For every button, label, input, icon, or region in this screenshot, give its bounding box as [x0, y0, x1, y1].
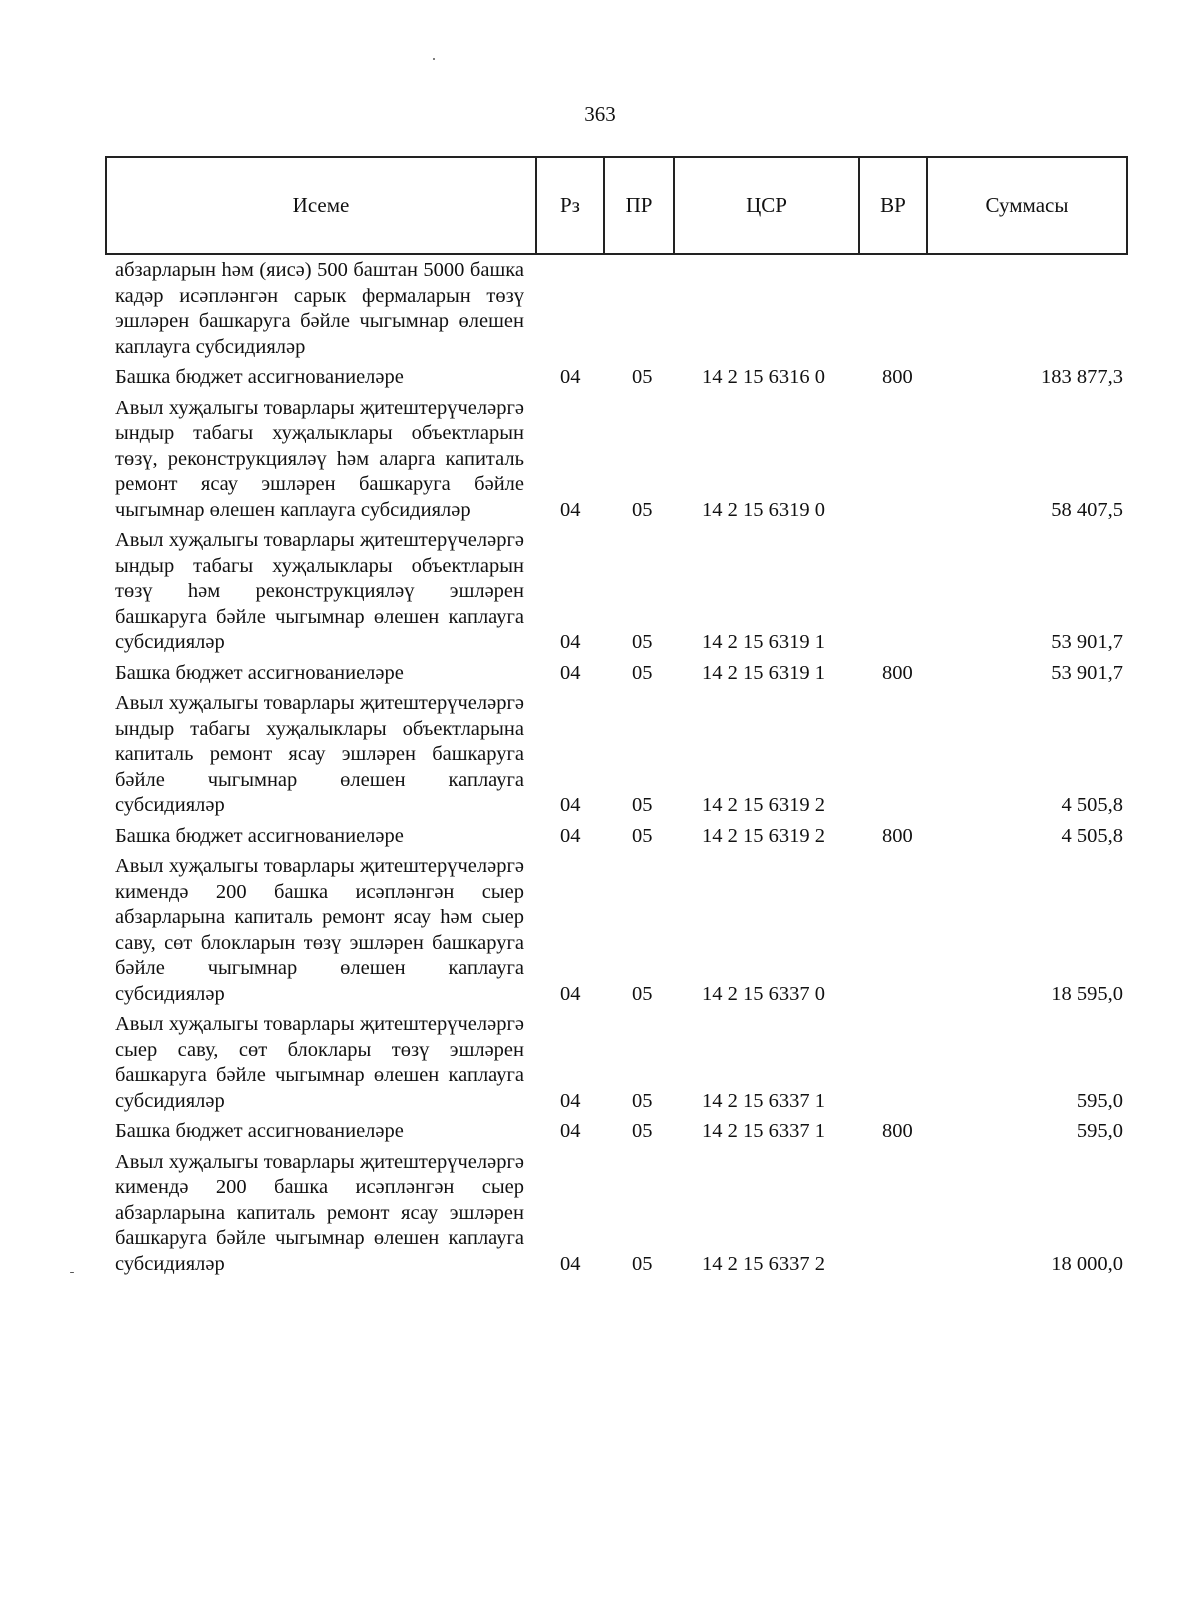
header-vr: ВР — [860, 158, 928, 253]
row-csr: 14 2 15 6316 0 — [702, 366, 825, 388]
table-body — [115, 258, 1123, 1282]
table-row — [115, 1150, 1123, 1278]
row-rz: 04 — [560, 824, 581, 847]
row-sum: 53 901,7 — [1051, 631, 1123, 653]
table-row — [115, 661, 1123, 687]
row-pr: 05 — [632, 498, 653, 521]
table-row — [115, 1119, 1123, 1145]
row-name: Башка бюджет ассигнованиеләре — [115, 824, 404, 847]
row-vr: 800 — [882, 824, 913, 847]
row-name: Авыл хуҗалыгы товарлары җитештерүчеләргә ындыр табагы хуҗалыклары объектларын төзү, реконструкцияләү һәм аларга капиталь ремонт ясау эшләрен башкаруга бәйле чыгымнар өлешен каплауга субсидияләр — [115, 396, 524, 521]
row-name: Башка бюджет ассигнованиеләре — [115, 1120, 404, 1142]
row-vr: 800 — [882, 661, 913, 684]
row-pr: 05 — [632, 794, 653, 816]
row-sum: 4 505,8 — [1061, 794, 1123, 816]
row-sum: 4 505,8 — [1061, 824, 1123, 847]
row-pr: 05 — [632, 1089, 653, 1112]
row-csr: 14 2 15 6337 1 — [702, 1089, 825, 1112]
row-rz: 04 — [560, 982, 581, 1005]
row-name: абзарларын һәм (яисә) 500 баштан 5000 башка кадәр исәпләнгән сарык фермаларын төзү эшләрен башкаруга бәйле чыгымнар өлешен каплауга субсидияләр — [115, 259, 524, 358]
row-name: Авыл хуҗалыгы товарлары җитештерүчеләргә ындыр табагы хуҗалыклары объектларына капиталь ремонт ясау эшләрен башкаруга бәйле чыгымнар өлешен каплауга субсидияләр — [115, 692, 524, 816]
row-rz: 04 — [560, 366, 581, 388]
row-name: Башка бюджет ассигнованиеләре — [115, 366, 404, 388]
row-pr: 05 — [632, 982, 653, 1005]
scan-speck — [433, 58, 435, 60]
row-name: Авыл хуҗалыгы товарлары җитештерүчеләргә кимендә 200 башка исәпләнгән сыер абзарларына капиталь ремонт ясау һәм сыер саву, сөт блокларын төзү эшләрен башкаруга бәйле чыгымнар өлешен каплауга субсидияләр — [115, 855, 524, 1005]
row-rz: 04 — [560, 661, 581, 684]
row-name: Авыл хуҗалыгы товарлары җитештерүчеләргә сыер саву, сөт блоклары төзү эшләрен башкаруга бәйле чыгымнар өлешен каплауга субсидияләр — [115, 1013, 524, 1112]
row-sum: 595,0 — [1076, 1120, 1123, 1142]
table-row — [115, 854, 1123, 1007]
row-csr: 14 2 15 6319 0 — [702, 498, 825, 521]
row-rz: 04 — [560, 498, 581, 521]
row-csr: 14 2 15 6319 1 — [702, 661, 825, 684]
table-row — [115, 365, 1123, 391]
row-rz: 04 — [560, 1120, 581, 1142]
row-pr: 05 — [632, 1252, 653, 1275]
row-vr: 800 — [882, 1120, 913, 1142]
table-row — [115, 528, 1123, 656]
header-pr: ПР — [605, 158, 675, 253]
header-csr: ЦСР — [675, 158, 860, 253]
row-vr: 800 — [882, 366, 913, 388]
row-sum: 18 595,0 — [1051, 982, 1123, 1005]
row-name: Авыл хуҗалыгы товарлары җитештерүчеләргә ындыр табагы хуҗалыклары объектларын төзү һәм реконструкцияләү эшләрен башкаруга бәйле чыгымнар өлешен каплауга субсидияләр — [115, 529, 524, 653]
row-sum: 58 407,5 — [1051, 498, 1123, 521]
page-number: 363 — [584, 102, 616, 126]
table-row — [115, 691, 1123, 819]
row-csr: 14 2 15 6337 2 — [702, 1252, 825, 1275]
row-pr: 05 — [632, 824, 653, 847]
table-row — [115, 396, 1123, 524]
table-header — [105, 156, 1128, 255]
row-csr: 14 2 15 6319 1 — [702, 631, 825, 653]
header-rz: Рз — [537, 158, 605, 253]
row-name: Авыл хуҗалыгы товарлары җитештерүчеләргә кимендә 200 башка исәпләнгән сыер абзарларына капиталь ремонт ясау эшләрен башкаруга бәйле чыгымнар өлешен каплауга субсидияләр — [115, 1150, 524, 1275]
row-pr: 05 — [632, 631, 653, 653]
header-name: Исеме — [107, 158, 537, 253]
scan-speck — [70, 1272, 74, 1273]
row-csr: 14 2 15 6319 2 — [702, 794, 825, 816]
row-name: Башка бюджет ассигнованиеләре — [115, 661, 404, 684]
row-rz: 04 — [560, 794, 581, 816]
row-csr: 14 2 15 6337 1 — [702, 1120, 825, 1142]
header-sum: Суммасы — [985, 193, 1069, 217]
table-row — [115, 258, 1123, 360]
row-pr: 05 — [632, 661, 653, 684]
row-csr: 14 2 15 6337 0 — [702, 982, 825, 1005]
row-sum: 18 000,0 — [1051, 1252, 1123, 1275]
row-sum: 183 877,3 — [1041, 366, 1123, 388]
table-row — [115, 824, 1123, 850]
row-rz: 04 — [560, 631, 581, 653]
row-rz: 04 — [560, 1089, 581, 1112]
row-sum: 53 901,7 — [1051, 661, 1123, 684]
row-sum: 595,0 — [1076, 1089, 1123, 1112]
row-pr: 05 — [632, 366, 653, 388]
row-rz: 04 — [560, 1252, 581, 1275]
row-csr: 14 2 15 6319 2 — [702, 824, 825, 847]
row-pr: 05 — [632, 1120, 653, 1142]
table-row — [115, 1012, 1123, 1114]
